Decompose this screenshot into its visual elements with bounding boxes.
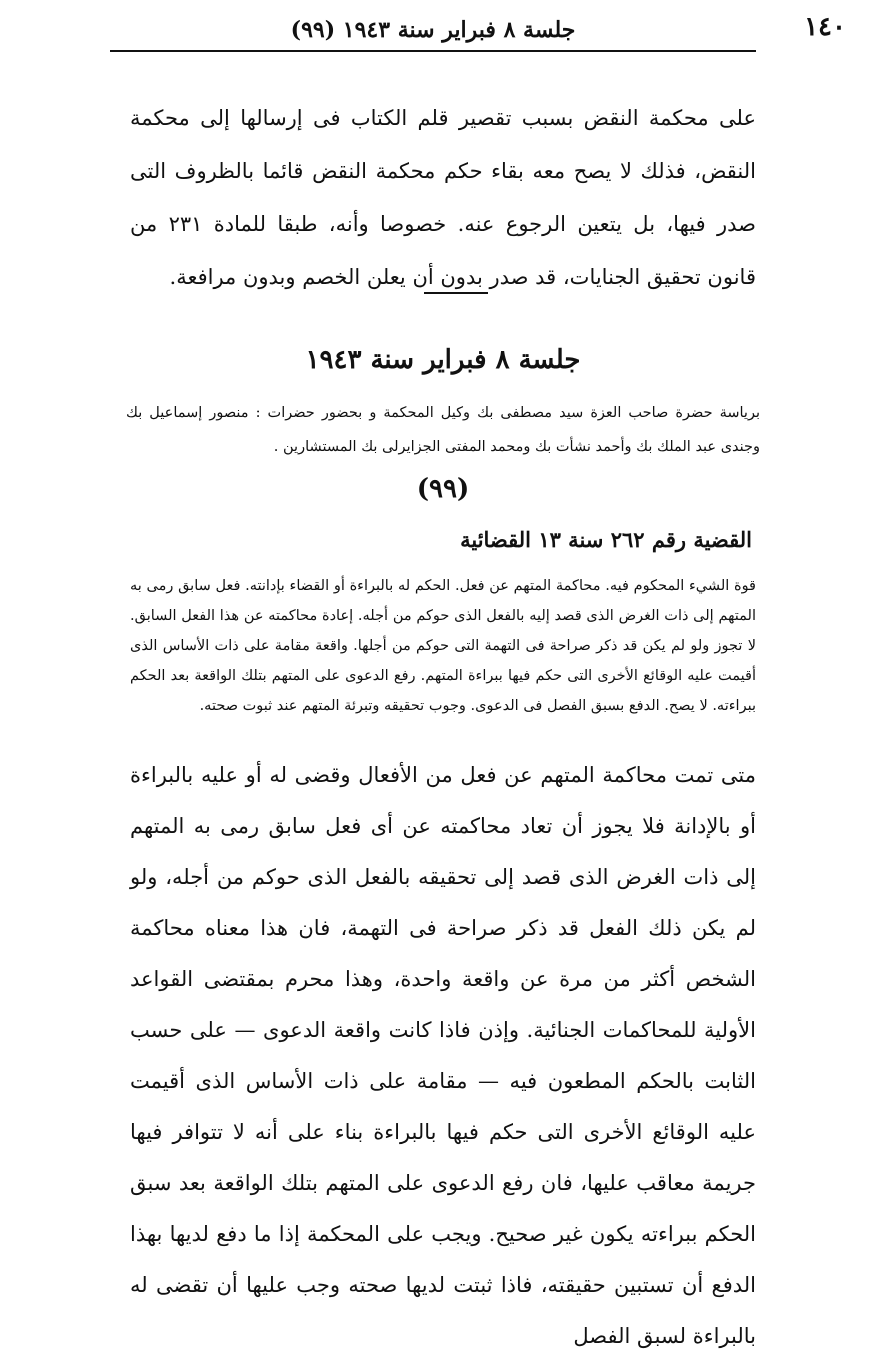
case-summary: قوة الشيء المحكوم فيه. محاكمة المتهم عن فعل. الحكم له بالبراءة أو القضاء بإدانته. فعل سابق رمى به المتهم إلى ذات الغرض الذى قصد إليه بالفعل الذى حوكم من أجله. إعادة محاكمته عن هذا الفعل السابق. لا تجوز ولو لم يكن قد ذكر صراحة فى التهمة التى حوكم من أجلها. واقعة مقامة على ذات الأساس الذى أقيمت عليه الوقائع الأخرى التى حكم فيها ببراءة المتهم. رفع الدعوى على المتهم بتلك الواقعة بعد الحكم ببراءته. لا يصح. الدفع بسبق الفصل فى الدعوى. وجوب تحقيقه وتبرئة المتهم عند ثبوت صحته.: [130, 578, 756, 714]
running-header: [110, 10, 756, 52]
session-presidency: برياسة حضرة صاحب العزة سيد مصطفى بك وكيل المحكمة و بحضور حضرات : منصور إسماعيل بك وجندى عبد الملك بك وأحمد نشأت بك ومحمد المفتى الجزايرلى بك المستشارين .: [126, 405, 760, 455]
running-title: جلسة ٨ فبراير سنة ١٩٤٣ (٩٩): [290, 17, 576, 43]
section-divider: [424, 292, 488, 294]
case-number: (٩٩): [416, 474, 470, 504]
page-number: ١٤٠: [804, 12, 846, 42]
case-body: متى تمت محاكمة المتهم عن فعل من الأفعال وقضى له أو عليه بالبراءة أو بالإدانة فلا يجوز أن تعاد محاكمته عن أى فعل سابق رمى به المتهم إلى ذات الغرض الذى قصد إلى تحقيقه بالفعل الذى حوكم من أجله، ولو لم يكن ذلك الفعل قد ذكر صراحة فى التهمة، فان هذا معناه محاكمة الشخص أكثر من مرة عن واقعة واحدة، وهذا محرم بمقتضى القواعد الأولية للمحاكمات الجنائية. وإذن فاذا كانت واقعة الدعوى — على حسب الثابت بالحكم المطعون فيه — مقامة على ذات الأساس الذى أقيمت عليه الوقائع الأخرى التى حكم فيها بالبراءة بناء على أنه لا تتوافر فيها جريمة معاقب عليها، فان رفع الدعوى على المتهم بتلك الواقعة بعد سبق الحكم ببراءته يكون غير صحيح. ويجب على المحكمة إذا ما دفع لديها بهذا الدفع أن تستبين حقيقته، فاذا ثبتت لديها صحته وجب عليها أن تقضى له بالبراءة لسبق الفصل: [130, 763, 756, 1348]
session-title: جلسة ٨ فبراير سنة ١٩٤٣: [305, 345, 581, 375]
intro-paragraph: على محكمة النقض بسبب تقصير قلم الكتاب فى إرسالها إلى محكمة النقض، فذلك لا يصح معه بقاء حكم محكمة النقض قائما بالظروف التى صدر فيها، بل يتعين الرجوع عنه. خصوصا وأنه، طبقا للمادة ٢٣١ من قانون تحقيق الجنايات، قد صدر بدون أن يعلن الخصم وبدون مرافعة.: [130, 106, 756, 289]
case-title: القضية رقم ٢٦٢ سنة ١٣ القضائية: [460, 527, 752, 552]
